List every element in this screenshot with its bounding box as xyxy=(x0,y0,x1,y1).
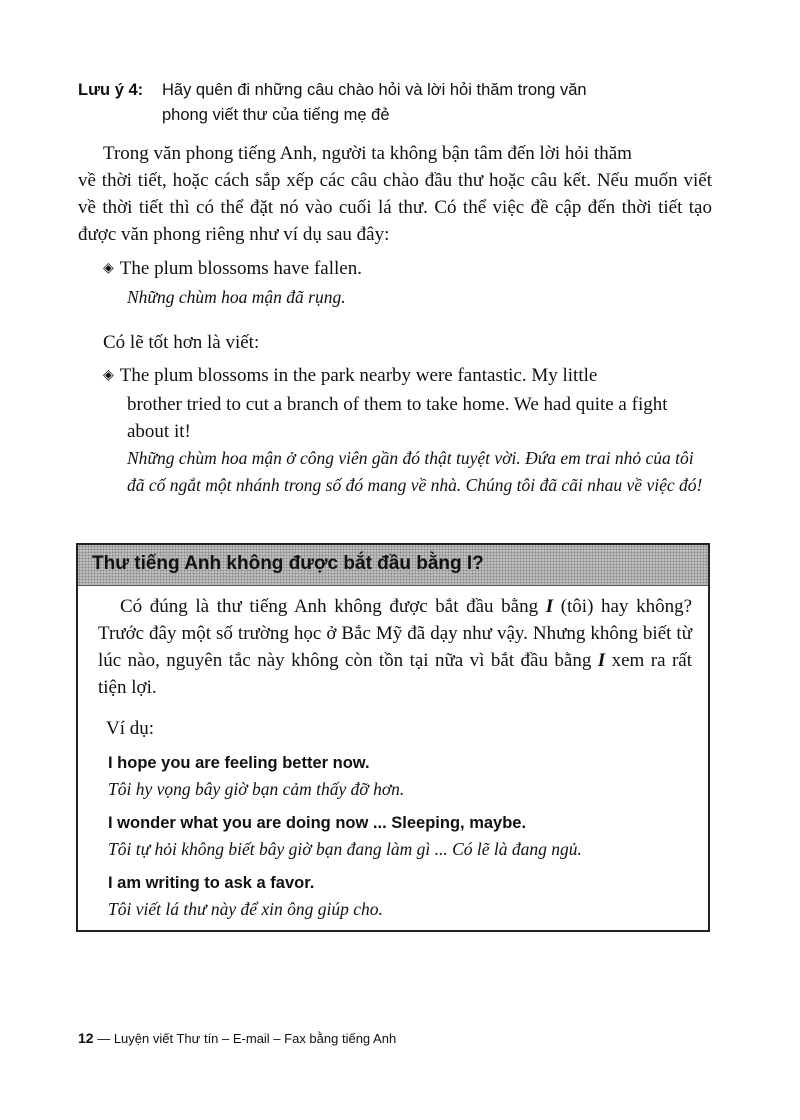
tip-text-part-3: xem ra rất tiện lợi. xyxy=(98,650,693,698)
note-line-2: phong viết thư của tiếng mẹ đẻ xyxy=(162,106,390,124)
intro-paragraph xyxy=(78,140,712,248)
footer-dash: — xyxy=(97,1031,111,1046)
tip-example-item xyxy=(108,811,698,863)
tip-text-part-1: Có đúng là thư tiếng Anh không được bắt đầu bằng xyxy=(120,596,546,617)
tip-box-paragraph xyxy=(98,593,692,701)
example-2-english-line-1: The plum blossoms in the park nearby were fantastic. My little xyxy=(119,365,598,386)
tip-text-I-2: I xyxy=(597,650,606,671)
tip-box-title: Thư tiếng Anh không được bắt đầu bằng I? xyxy=(92,553,484,574)
tip-example-vietnamese: Tôi hy vọng bây giờ bạn cảm thấy đỡ hơn. xyxy=(108,779,405,799)
book-title: Luyện viết Thư tín – E-mail – Fax bằng tiếng Anh xyxy=(113,1031,397,1046)
intro-rest: về thời tiết, hoặc cách sắp xếp các câu chào đầu thư hoặc câu kết. Nếu muốn viết về thời tiết thì có thể đặt nó vào cuối lá thư. Có thể việc đề cập đến thời tiết tạo được văn phong riêng như ví dụ sau đây: xyxy=(78,170,712,245)
example-1-vietnamese: Những chùm hoa mận đã rụng. xyxy=(127,287,346,307)
example-2-english-rest: brother tried to cut a branch of them to take home. We had quite a fight about it! xyxy=(127,394,668,442)
tip-example-item xyxy=(108,751,698,803)
diamond-bullet-icon: ◈ xyxy=(103,261,114,276)
note-line-1: Hãy quên đi những câu chào hỏi và lời hỏi thăm trong văn xyxy=(162,81,587,99)
example-1-english: The plum blossoms have fallen. xyxy=(119,258,362,279)
tip-text-part-2: (tôi) hay không? Trước đây một số trường học ở Bắc Mỹ đã dạy như vậy. Nhưng không biết từ lúc nào, nguyên tắc này không còn tồn tại nữa vì bắt đầu bằng xyxy=(98,596,692,671)
page-number: 12 xyxy=(78,1030,94,1046)
tip-example-vietnamese: Tôi viết lá thư này để xin ông giúp cho. xyxy=(108,899,383,919)
page-footer xyxy=(78,1030,396,1046)
tip-example-vietnamese: Tôi tự hỏi không biết bây giờ bạn đang làm gì ... Có lẽ là đang ngủ. xyxy=(108,839,582,859)
tip-example-english: I wonder what you are doing now ... Sleeping, maybe. xyxy=(108,814,527,832)
tip-example-english: I hope you are feeling better now. xyxy=(108,754,370,772)
tip-example-english: I am writing to ask a favor. xyxy=(108,874,315,892)
intro-first-line: Trong văn phong tiếng Anh, người ta không bận tâm đến lời hỏi thăm xyxy=(103,143,632,164)
diamond-bullet-icon: ◈ xyxy=(103,368,114,383)
transition-text: Có lẽ tốt hơn là viết: xyxy=(103,332,260,353)
tip-examples-list xyxy=(108,751,698,923)
example-2 xyxy=(103,362,707,499)
tip-example-item xyxy=(108,871,698,923)
examples-label: Ví dụ: xyxy=(106,718,155,739)
note-label: Lưu ý 4: xyxy=(78,81,144,99)
example-2-vietnamese: Những chùm hoa mận ở công viên gần đó thật tuyệt vời. Đứa em trai nhỏ của tôi đã cố ngắt một nhánh trong số đó mang về nhà. Chúng tôi đã cãi nhau về việc đó! xyxy=(127,448,703,495)
note-heading xyxy=(78,78,698,128)
tip-box xyxy=(76,543,710,932)
example-1 xyxy=(103,255,703,311)
tip-text-I-1: I xyxy=(545,596,554,617)
tip-box-header xyxy=(78,545,708,586)
